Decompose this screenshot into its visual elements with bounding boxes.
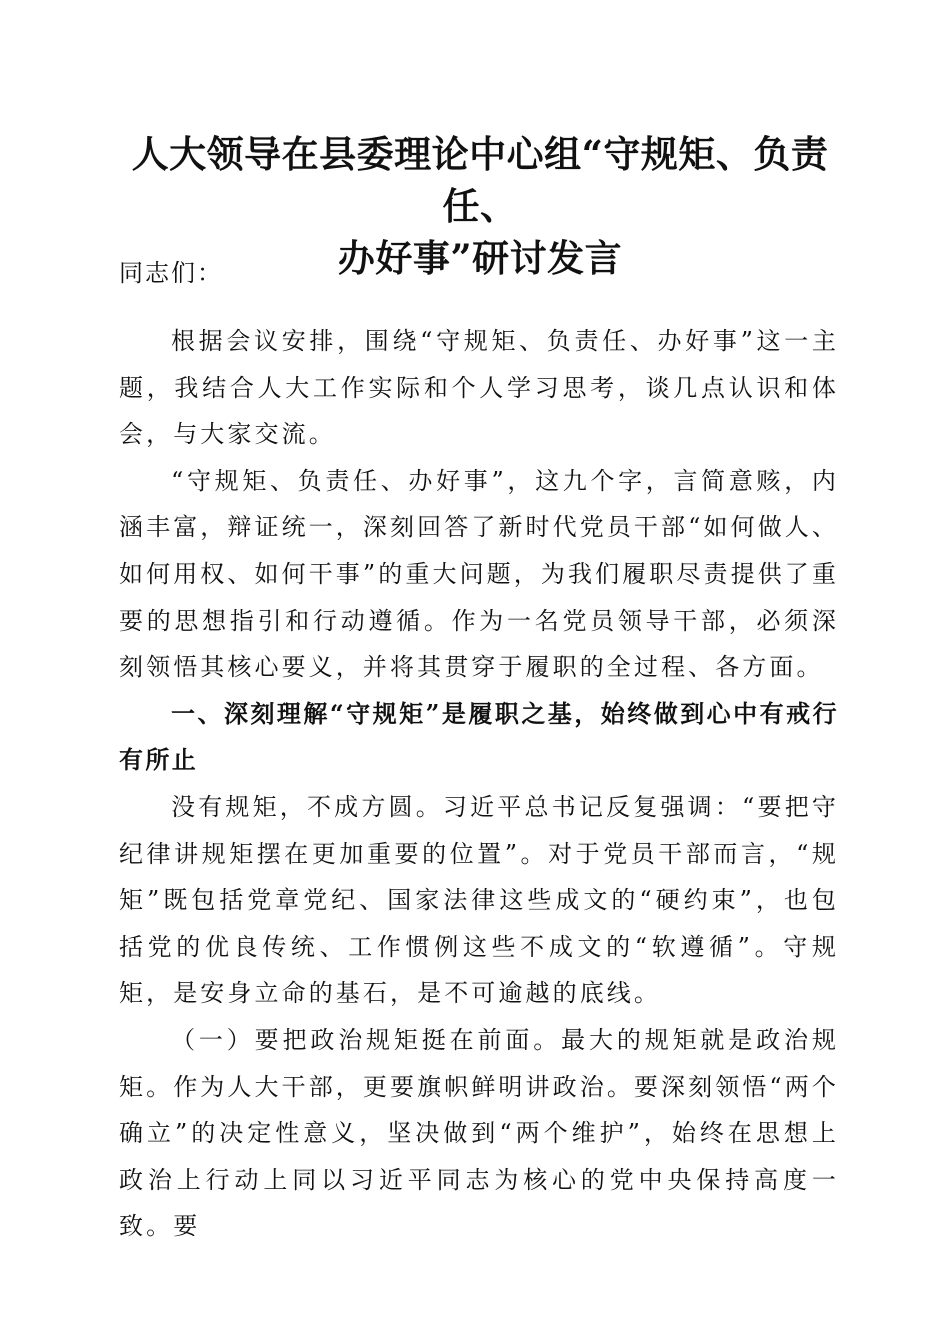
paragraph-summary: “守规矩、负责任、办好事”，这九个字，言简意赅，内涵丰富，辩证统一，深刻回答了新时代党员干部“如何做人、如何用权、如何干事”的重大问题，为我们履职尽责提供了重要的思想指引和行动遵循。作为一名党员领导干部，必须深刻领悟其核心要义，并将其贯穿于履职的全过程、各方面。 xyxy=(119,466,839,682)
subsection-1 xyxy=(119,1017,839,1250)
paragraph-intro: 根据会议安排，围绕“守规矩、负责任、办好事”这一主题，我结合人大工作实际和个人学习思考，谈几点认识和体会，与大家交流。 xyxy=(119,327,839,449)
section-heading-1: 一、深刻理解“守规矩”是履职之基，始终做到心中有戒行有所止 xyxy=(119,698,839,775)
title-line-1: 人大领导在县委理论中心组“守规矩、负责任、 xyxy=(131,132,829,228)
title-line-2: 办好事”研讨发言 xyxy=(337,236,623,280)
subsection-1-label: （一）要把政治规矩挺在前面。 xyxy=(171,1025,562,1054)
greeting: 同志们： xyxy=(119,259,223,287)
document-body xyxy=(119,318,839,1250)
paragraph-section-1: 没有规矩，不成方圆。习近平总书记反复强调：“要把守纪律讲规矩摆在更加重要的位置”。对于党员干部而言，“规矩”既包括党章党纪、国家法律这些成文的“硬约束”，也包括党的优良传统、工作惯例这些不成文的“软遵循”。守规矩，是安身立命的基石，是不可逾越的底线。 xyxy=(119,792,839,1008)
subsection-1-text: 最大的规矩就是政治规矩。作为人大干部，更要旗帜鲜明讲政治。要深刻领悟“两个确立”的决定性意义，坚决做到“两个维护”，始终在思想上政治上行动上同以习近平同志为核心的党中央保持高度一致。要 xyxy=(119,1025,839,1241)
